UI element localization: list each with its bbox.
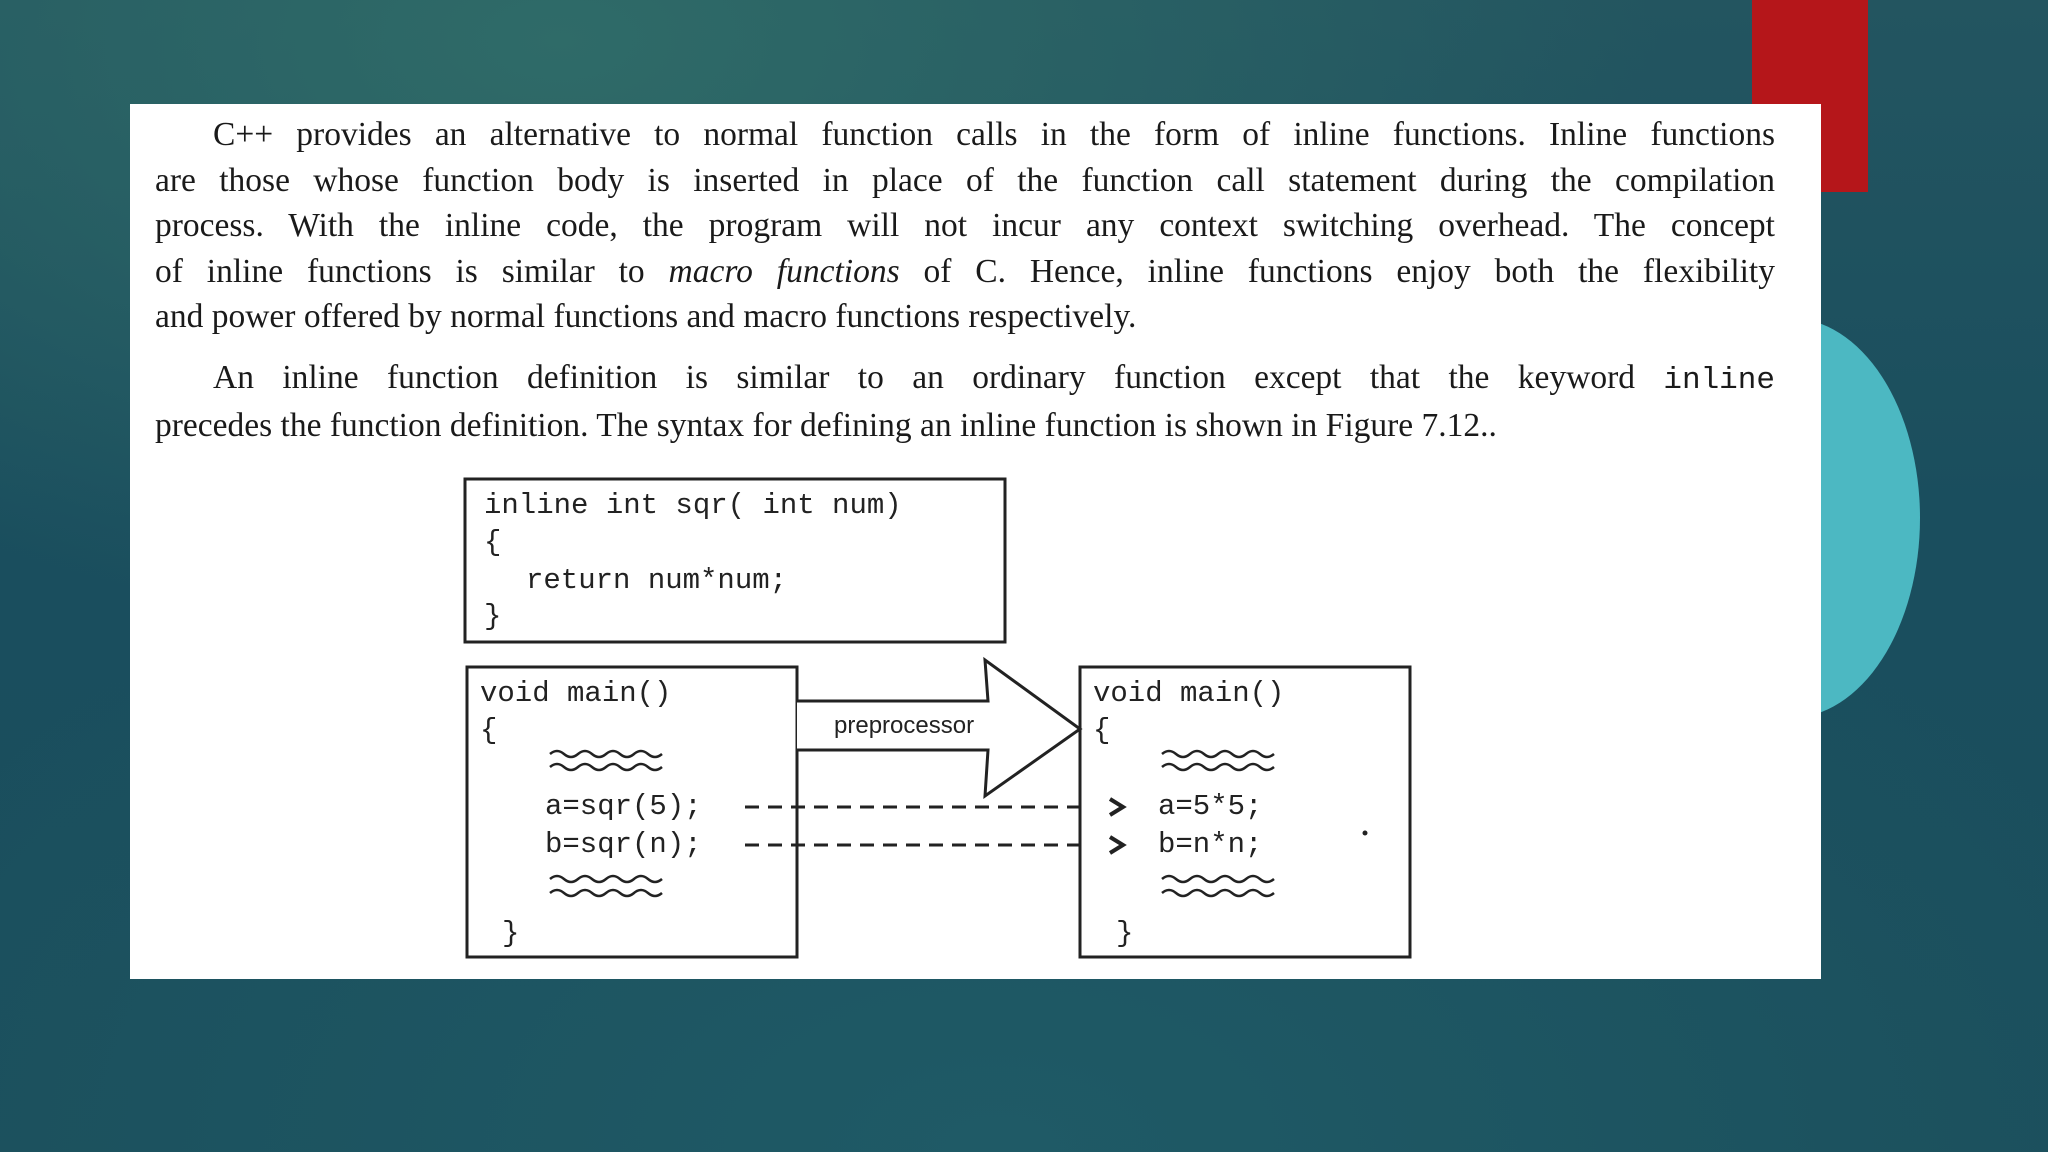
- code-return-statement: return num*num;: [526, 564, 788, 597]
- connector-arrowhead-b: [1110, 837, 1123, 853]
- text-line: and power offered by normal functions and macro functions respectively.: [155, 298, 1137, 335]
- wavy-line: [1162, 751, 1274, 757]
- text-line: are those whose function body is inserted in place of the function call statement during the compilation: [155, 161, 1775, 199]
- code-right-open-brace: {: [1093, 714, 1111, 747]
- code-call-sqr-5: a=sqr(5);: [545, 790, 702, 823]
- wavy-line: [550, 764, 662, 770]
- code-expanded-a: a=5*5;: [1158, 790, 1263, 823]
- code-open-brace: {: [484, 526, 502, 559]
- wavy-line: [550, 751, 662, 757]
- text-line: C++ provides an alternative to normal function calls in the form of inline functions. Inline functions: [213, 116, 1775, 153]
- keyword-inline: inline: [1663, 362, 1775, 398]
- text-fragment: of inline functions is similar to: [155, 252, 669, 290]
- code-left-open-brace: {: [480, 714, 498, 747]
- text-line: precedes the function definition. The syntax for defining an inline function is shown in Figure 7.12..: [155, 407, 1497, 444]
- code-expanded-b: b=n*n;: [1158, 828, 1263, 861]
- print-speck: [1363, 831, 1368, 836]
- wavy-line: [1162, 890, 1274, 896]
- code-call-sqr-n: b=sqr(n);: [545, 828, 702, 861]
- preprocessor-label: preprocessor: [834, 712, 975, 739]
- code-left-main-header: void main(): [480, 677, 672, 710]
- code-inline-signature: inline int sqr( int num): [484, 489, 902, 522]
- elided-code-waves: [550, 751, 1274, 896]
- textbook-excerpt-image: [130, 104, 1821, 979]
- connector-arrowhead-a: [1110, 799, 1123, 815]
- wavy-line: [1162, 764, 1274, 770]
- emphasis-macro-functions: macro functions: [668, 252, 900, 290]
- code-right-close-brace: }: [1116, 917, 1134, 950]
- wavy-line: [1162, 876, 1274, 882]
- text-fragment: of C. Hence, inline functions enjoy both the flexibility: [899, 252, 1775, 290]
- wavy-line: [550, 876, 662, 882]
- code-left-close-brace: }: [502, 917, 520, 950]
- code-close-brace: }: [484, 600, 502, 633]
- text-line: process. With the inline code, the program will not incur any context switching overhead. The concept: [155, 207, 1775, 244]
- code-right-main-header: void main(): [1093, 677, 1285, 710]
- text-fragment: An inline function definition is similar to an ordinary function except that the keyword: [213, 358, 1664, 396]
- inline-function-figure: [130, 104, 1821, 979]
- wavy-line: [550, 890, 662, 896]
